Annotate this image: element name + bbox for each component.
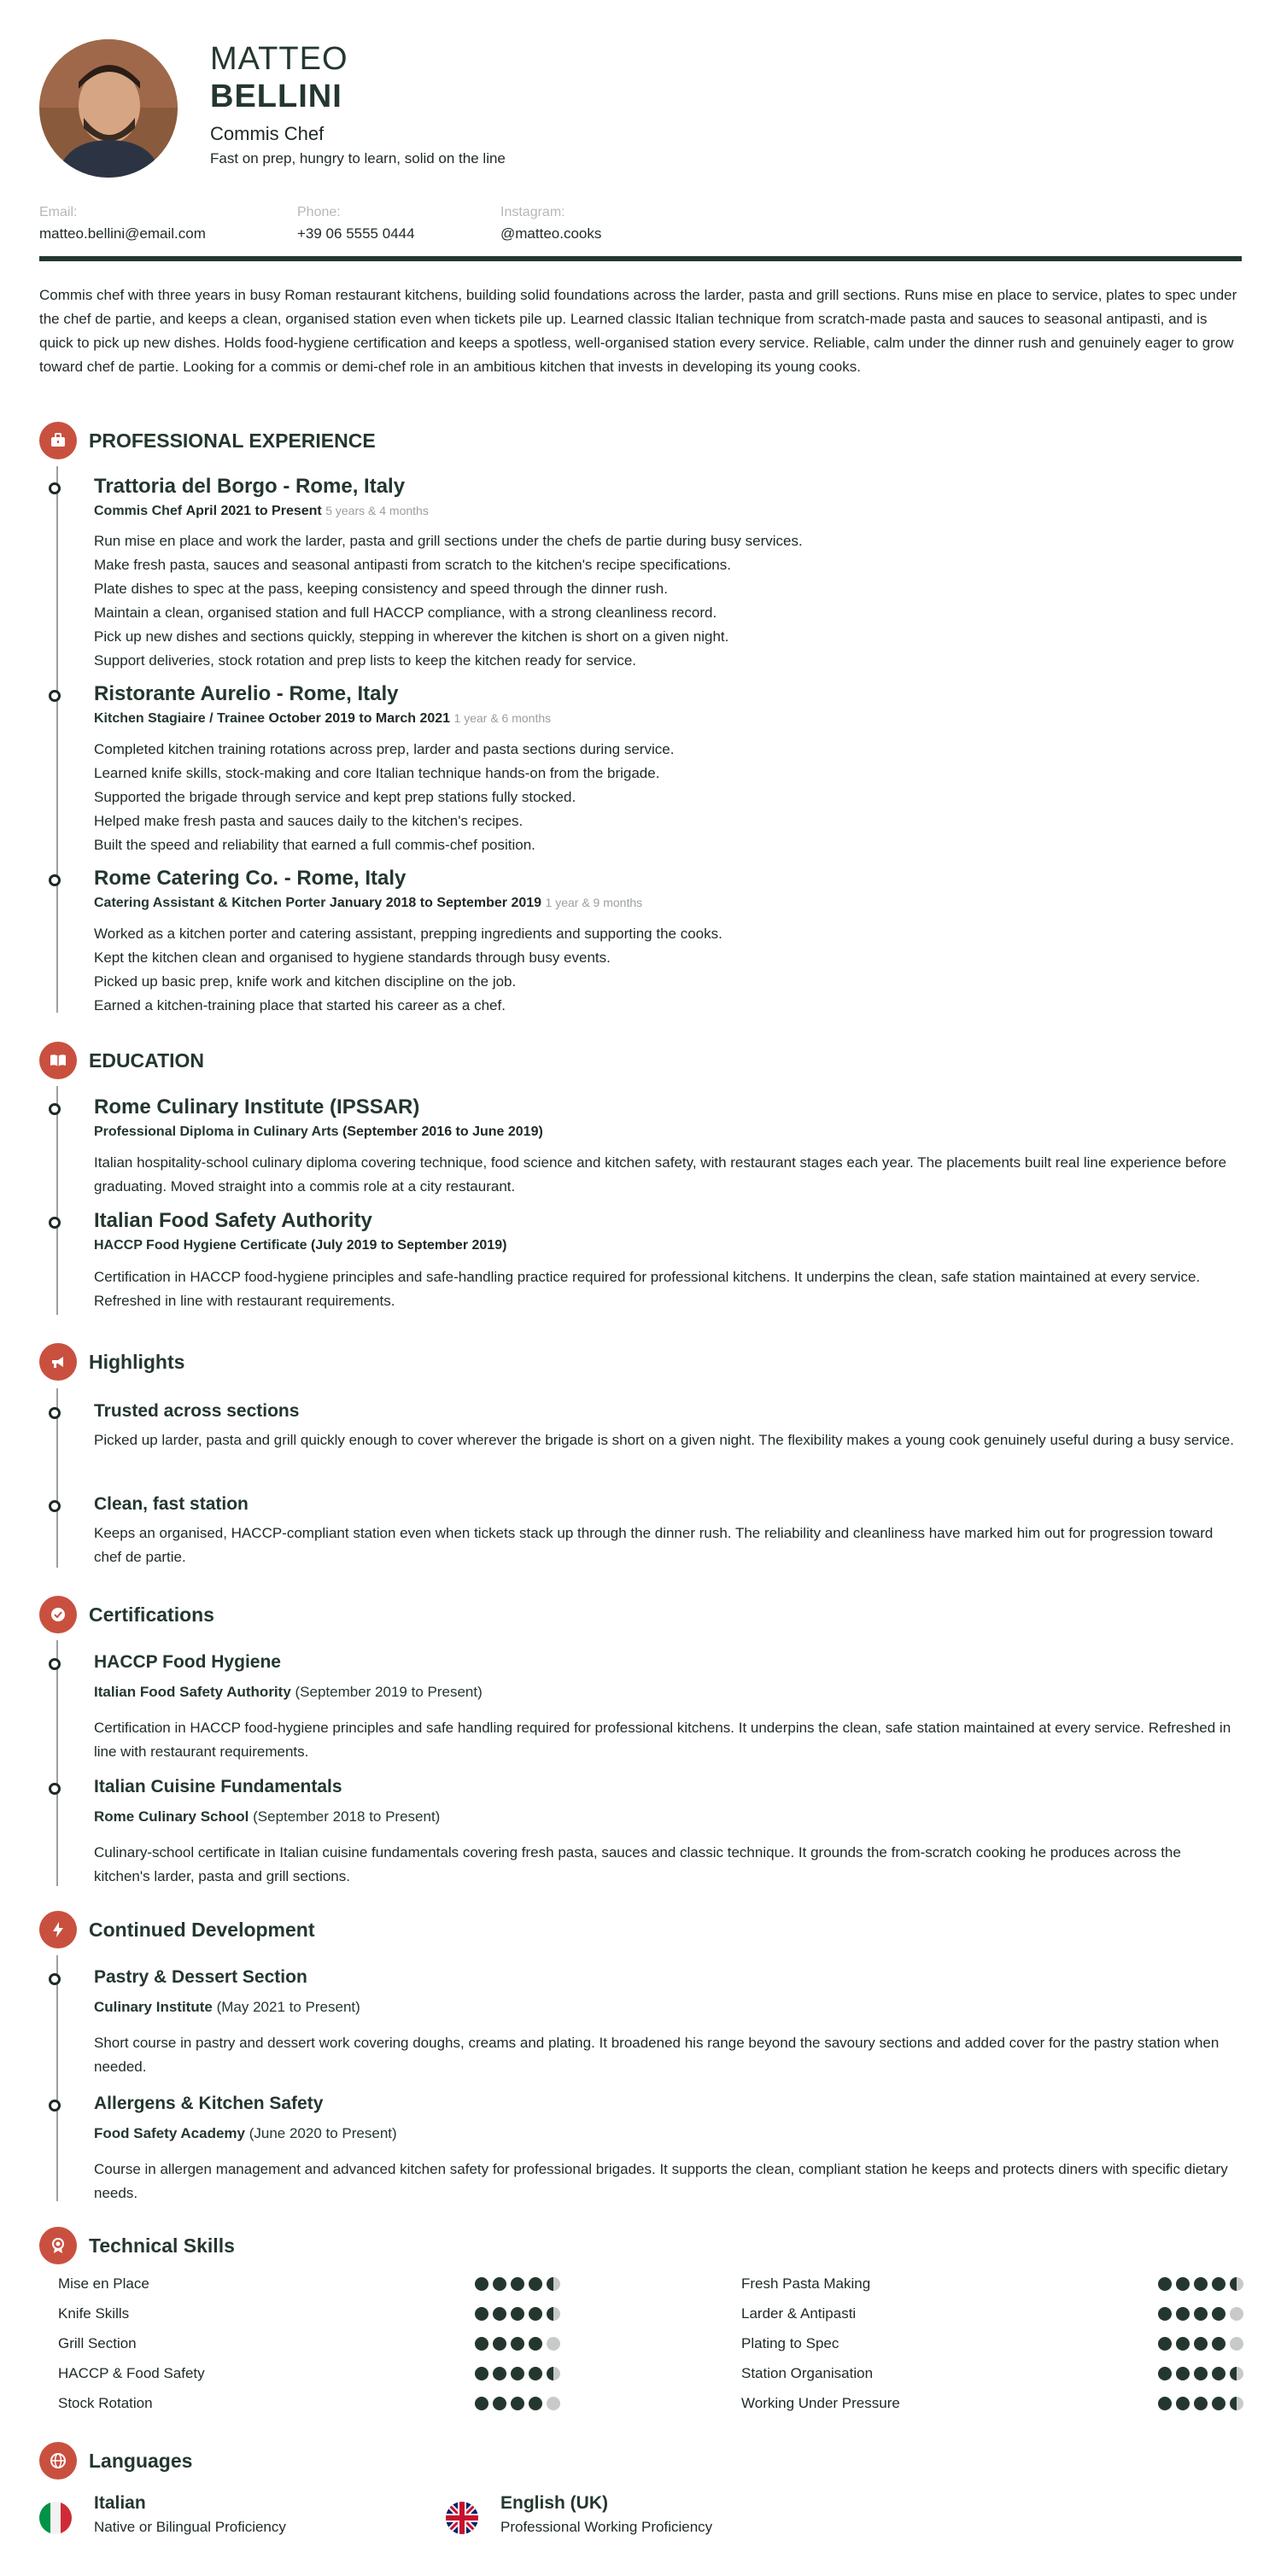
rating-dot [1158,2337,1172,2351]
rating-dot [1176,2337,1190,2351]
badge-check-icon [39,1596,77,1633]
job-dates: April 2021 to Present [185,504,322,518]
bullet: Earned a kitchen-training place that started his career as a chef. [94,997,506,1013]
skill-name: HACCP & Food Safety [58,2365,205,2381]
job-bullets-3 [94,922,1238,1018]
job-dates: January 2018 to September 2019 [329,896,542,910]
timeline-dot [49,690,61,702]
degree-dates: (July 2019 to September 2019) [310,1238,507,1253]
rating-dot [475,2277,488,2291]
job-role: Commis Chef [94,504,183,518]
development-timeline [56,1955,58,2201]
timeline-dot [49,1973,61,1985]
job-bullets-1 [94,529,1238,673]
cert-issuer: Rome Culinary School [94,1808,249,1825]
award-icon [39,2227,77,2264]
italy-flag-icon [39,2502,72,2534]
highlight-title-1: Trusted across sections [94,1401,300,1421]
certifications-heading [39,1596,214,1633]
certifications-timeline [56,1640,58,1886]
skill-name: Plating to Spec [741,2335,839,2351]
rating-dot [1212,2397,1225,2410]
highlight-text-2: Keeps an organised, HACCP-compliant station even when tickets stack up through the dinner rush. The reliability and cleanliness have marked him out for progression toward chef de partie. [94,1525,1214,1565]
cert-title-1: HACCP Food Hygiene [94,1652,281,1672]
skill-rating [475,2337,560,2351]
cert-meta-2 [94,1808,440,1825]
timeline-dot [49,874,61,886]
bullet: Maintain a clean, organised station and full HACCP compliance, with a strong cleanliness record. [94,605,717,621]
rating-dot [511,2367,524,2380]
job-title: Commis Chef [210,123,325,144]
section-title: Technical Skills [89,2234,235,2257]
job-role: Catering Assistant & Kitchen Porter [94,896,326,910]
skill-rating [1158,2277,1243,2291]
rating-dot [1212,2307,1225,2321]
job-role: Kitchen Stagiaire / Trainee [94,711,266,726]
contact-value[interactable]: matteo.bellini@email.com [39,225,206,242]
rating-dot [547,2337,560,2351]
rating-dot [547,2397,560,2410]
highlights-heading [39,1343,184,1381]
summary: Commis chef with three years in busy Roman restaurant kitchens, building solid foundations across the larder, pasta and grill sections. Runs mise en place to service, plates to spec under the chef de partie, and keeps a clean, organised station even when tickets pile up. Learned classic Italian technique from scratch-made pasta and sauces to seasonal antipasti, and is quick to pick up new dishes. Holds food-hygiene certification and keeps a spotless, well-organised station every service. Reliable, calm under the dinner rush and genuinely eager to grow toward chef de partie. Looking for a commis or demi-chef role in an ambitious kitchen that invests in developing its young cooks. [39,287,1237,375]
skill-name: Grill Section [58,2335,137,2351]
rating-dot [493,2277,506,2291]
job-dates: October 2019 to March 2021 [268,711,451,726]
cert-text-2: Culinary-school certificate in Italian cuisine fundamentals covering fresh pasta, sauces and classic technique. It grounds the from-scratch cooking he produces across the kitchen's larder, pasta and grill sections. [94,1844,1181,1884]
avatar [39,39,178,178]
cert-dates: (September 2018 to Present) [253,1808,441,1825]
rating-dot [493,2307,506,2321]
bullet: Pick up new dishes and sections quickly, stepping in wherever the kitchen is short on a given night. [94,628,729,645]
megaphone-icon [39,1343,77,1381]
skill-name: Larder & Antipasti [741,2305,857,2322]
language-name: Italian [94,2493,146,2513]
rating-dot [1194,2367,1208,2380]
rating-dot [529,2337,542,2351]
course-dates: (May 2021 to Present) [216,1999,360,2015]
bullet: Picked up basic prep, knife work and kitchen discipline on the job. [94,973,517,990]
skills-heading [39,2227,235,2264]
education-description-2: Certification in HACCP food-hygiene principles and safe-handling practice required for professional kitchens. It underpins the clean, safe station maintained at every service. Refreshed in line with restaurant requirements. [94,1269,1201,1309]
course-meta-2 [94,2125,397,2142]
section-title: PROFESSIONAL EXPERIENCE [89,429,376,452]
cert-meta-1 [94,1684,483,1701]
education-heading [39,1042,204,1079]
bullet: Built the speed and reliability that earned a full commis-chef position. [94,837,535,853]
rating-dot [1176,2277,1190,2291]
section-title: EDUCATION [89,1049,205,1072]
timeline-dot [49,482,61,494]
timeline-dot [49,1500,61,1512]
contact-label: Instagram: [500,205,565,219]
job-meta-1 [94,504,429,519]
degree: HACCP Food Hygiene Certificate [94,1238,307,1253]
course-text-1: Short course in pastry and dessert work covering doughs, creams and plating. It broadened his range beyond the savoury sections and added cover for the pastry station when needed. [94,2035,1220,2075]
skill-name: Fresh Pasta Making [741,2275,871,2292]
rating-dot [493,2337,506,2351]
degree-meta-2 [94,1238,506,1253]
degree-meta-1 [94,1124,543,1140]
contact-value[interactable]: @matteo.cooks [500,225,602,242]
education-timeline [56,1086,58,1315]
timeline-dot [49,2100,61,2112]
job-title-3: Rome Catering Co. - Rome, Italy [94,867,407,890]
bullet: Learned knife skills, stock-making and core Italian technique hands-on from the brigade. [94,765,660,781]
section-title: Continued Development [89,1918,315,1941]
globe-icon [39,2442,77,2480]
timeline-dot [49,1217,61,1229]
bullet: Worked as a kitchen porter and catering assistant, prepping ingredients and supporting the cooks. [94,926,722,942]
bullet: Helped make fresh pasta and sauces daily to the kitchen's recipes. [94,813,524,829]
skill-rating [1158,2367,1243,2380]
skill-name: Station Organisation [741,2365,874,2381]
rating-dot [511,2307,524,2321]
cert-title-2: Italian Cuisine Fundamentals [94,1777,342,1796]
section-title: Highlights [89,1350,185,1373]
rating-dot [547,2277,560,2291]
job-duration: 1 year & 6 months [453,711,552,725]
skill-rating [1158,2337,1243,2351]
cert-issuer: Italian Food Safety Authority [94,1684,291,1700]
job-duration: 1 year & 9 months [545,896,643,909]
bullet: Support deliveries, stock rotation and prep lists to keep the kitchen ready for service. [94,652,636,669]
rating-dot [1194,2397,1208,2410]
timeline-dot [49,1103,61,1115]
rating-dot [475,2397,488,2410]
course-meta-1 [94,1999,360,2016]
skill-rating [475,2307,560,2321]
skill-name: Stock Rotation [58,2395,153,2411]
rating-dot [547,2307,560,2321]
timeline-dot [49,1783,61,1795]
contact-value[interactable]: +39 06 5555 0444 [297,225,415,242]
course-title-1: Pastry & Dessert Section [94,1967,307,1987]
language-name: English (UK) [500,2493,608,2513]
uk-flag-icon [446,2502,478,2534]
job-title-1: Trattoria del Borgo - Rome, Italy [94,475,406,498]
bullet: Plate dishes to spec at the pass, keeping consistency and speed through the dinner rush. [94,581,668,597]
skill-rating [475,2367,560,2380]
contact-label: Email: [39,205,78,219]
course-text-2: Course in allergen management and advanced kitchen safety for professional brigades. It supports the clean, compliant station he keeps and protects diners with specific dietary needs. [94,2161,1228,2201]
job-meta-2 [94,711,551,727]
rating-dot [475,2367,488,2380]
rating-dot [493,2397,506,2410]
rating-dot [529,2397,542,2410]
job-meta-3 [94,896,642,911]
course-title-2: Allergens & Kitchen Safety [94,2094,324,2113]
cert-text-1: Certification in HACCP food-hygiene principles and safe handling required for professional kitchens. It underpins the clean, safe station maintained at every service. Refreshed in line with restaurant requirements. [94,1720,1231,1760]
rating-dot [1176,2397,1190,2410]
contact-instagram [500,205,601,242]
rating-dot [547,2367,560,2380]
job-title-2: Ristorante Aurelio - Rome, Italy [94,682,399,705]
highlight-title-2: Clean, fast station [94,1494,249,1514]
school-name-2: Italian Food Safety Authority [94,1209,372,1232]
rating-dot [511,2277,524,2291]
rating-dot [475,2337,488,2351]
school-name-1: Rome Culinary Institute (IPSSAR) [94,1095,420,1119]
rating-dot [529,2367,542,2380]
rating-dot [1158,2277,1172,2291]
rating-dot [529,2307,542,2321]
rating-dot [1158,2397,1172,2410]
skill-rating [475,2277,560,2291]
contact-phone [297,205,415,242]
skill-rating [475,2397,560,2410]
bullet: Run mise en place and work the larder, pasta and grill sections under the chefs de partie during busy services. [94,533,803,549]
rating-dot [1158,2307,1172,2321]
bullet: Supported the brigade through service and kept prep stations fully stocked. [94,789,576,805]
job-duration: 5 years & 4 months [325,504,429,517]
contact-label: Phone: [297,205,341,219]
tagline: Fast on prep, hungry to learn, solid on the line [210,150,506,166]
rating-dot [511,2397,524,2410]
section-title: Certifications [89,1603,214,1626]
rating-dot [1212,2367,1225,2380]
language-level: Native or Bilingual Proficiency [94,2519,286,2535]
briefcase-icon [39,422,77,459]
skill-rating [1158,2397,1243,2410]
development-heading [39,1911,315,1948]
language-level: Professional Working Proficiency [500,2519,713,2535]
degree: Professional Diploma in Culinary Arts [94,1124,339,1139]
degree-dates: (September 2016 to June 2019) [342,1124,543,1139]
contact-email [39,205,206,242]
rating-dot [493,2367,506,2380]
skill-name: Knife Skills [58,2305,130,2322]
highlight-text-1: Picked up larder, pasta and grill quickly enough to cover wherever the brigade is short on a given night. The flexibility makes a young cook genuinely useful during a busy service. [94,1432,1234,1448]
book-icon [39,1042,77,1079]
cert-dates: (September 2019 to Present) [295,1684,483,1700]
rating-dot [1230,2277,1243,2291]
rating-dot [529,2277,542,2291]
experience-timeline [56,466,58,1013]
bullet: Make fresh pasta, sauces and seasonal antipasti from scratch to the kitchen's recipe specifications. [94,557,731,573]
skill-rating [1158,2307,1243,2321]
course-dates: (June 2020 to Present) [249,2125,397,2141]
lightning-icon [39,1911,77,1948]
rating-dot [1176,2307,1190,2321]
rating-dot [1212,2337,1225,2351]
timeline-dot [49,1407,61,1419]
rating-dot [475,2307,488,2321]
rating-dot [1230,2397,1243,2410]
header-divider [39,256,1242,261]
rating-dot [1230,2367,1243,2380]
rating-dot [1158,2367,1172,2380]
last-name: BELLINI [210,79,342,114]
course-provider: Culinary Institute [94,1999,213,2015]
rating-dot [1194,2277,1208,2291]
skill-name: Working Under Pressure [741,2395,900,2411]
bullet: Completed kitchen training rotations across prep, larder and pasta sections during service. [94,741,675,757]
rating-dot [1194,2337,1208,2351]
rating-dot [1176,2367,1190,2380]
timeline-dot [49,1658,61,1670]
education-description-1: Italian hospitality-school culinary diploma covering technique, food science and kitchen safety, with restaurant stages each year. The placements built real line experience before graduating. Moved straight into a commis role at a city restaurant. [94,1154,1227,1195]
rating-dot [1230,2307,1243,2321]
rating-dot [1194,2307,1208,2321]
course-provider: Food Safety Academy [94,2125,245,2141]
job-bullets-2 [94,738,1238,857]
first-name: MATTEO [210,41,348,77]
rating-dot [1230,2337,1243,2351]
experience-heading [39,422,376,459]
rating-dot [511,2337,524,2351]
skill-name: Mise en Place [58,2275,149,2292]
section-title: Languages [89,2449,193,2472]
bullet: Kept the kitchen clean and organised to hygiene standards through busy events. [94,949,611,966]
rating-dot [1212,2277,1225,2291]
languages-heading [39,2442,192,2480]
